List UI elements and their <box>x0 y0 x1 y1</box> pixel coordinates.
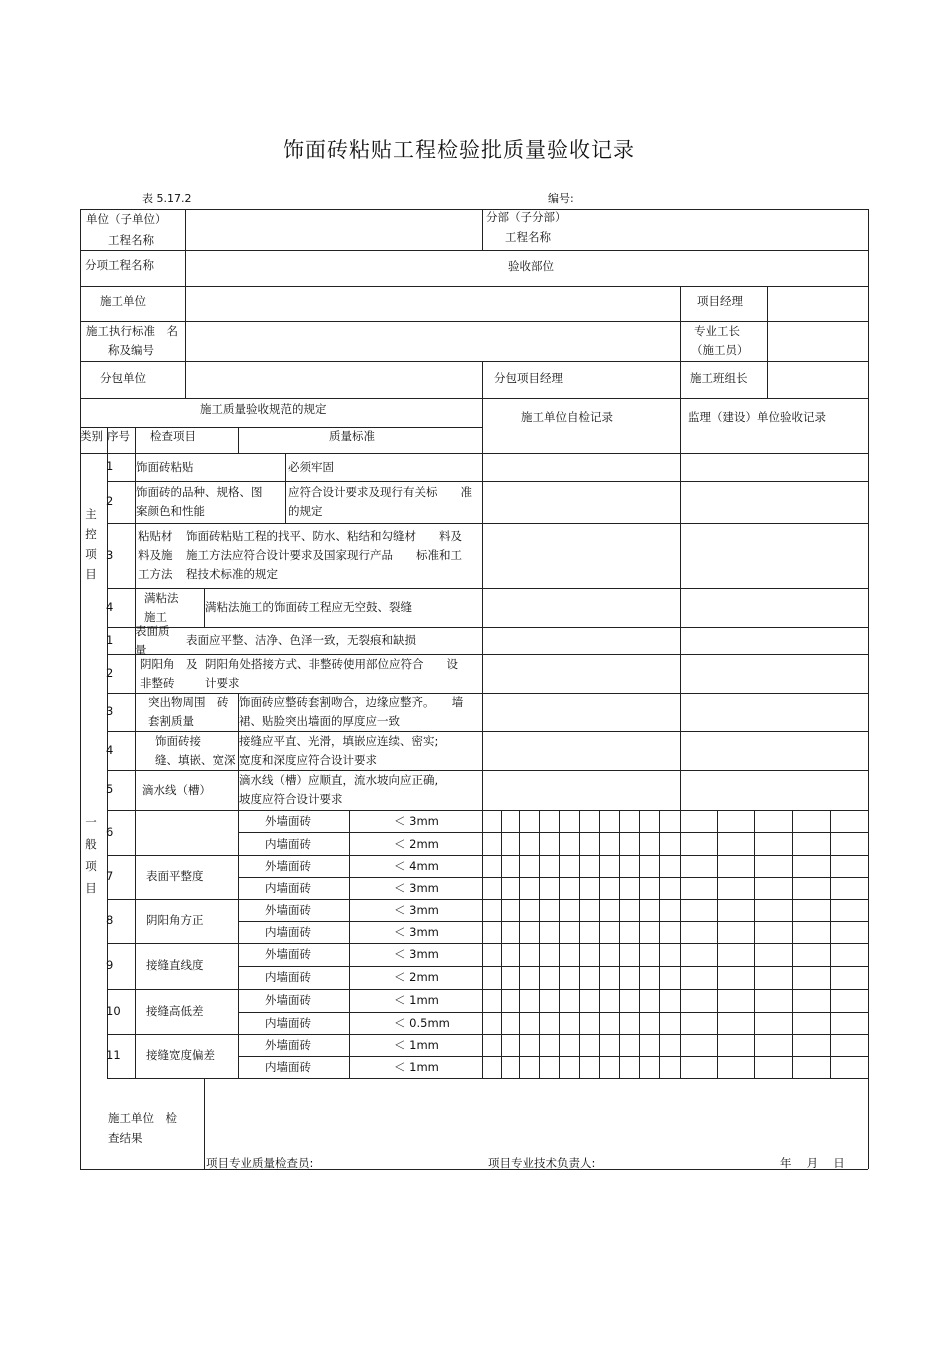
general-item-name: 量 <box>135 642 147 657</box>
main-item-standard: 施工方法应符合设计要求及国家现行产品 标准和工 <box>186 548 462 562</box>
grid-line <box>80 209 868 210</box>
surface-type: 外墙面砖 <box>265 814 311 828</box>
grid-line <box>482 209 483 250</box>
grid-line <box>80 361 868 362</box>
grid-line <box>80 250 868 251</box>
grid-line <box>482 398 483 1078</box>
self-check-column-header: 施工单位自检记录 <box>521 410 613 424</box>
grid-line <box>659 810 660 1078</box>
grid-line <box>80 453 868 454</box>
main-item-standard: 饰面砖粘贴工程的找平、防水、粘结和勾缝材 料及 <box>186 529 462 543</box>
main-item-name: 施工 <box>144 609 167 624</box>
supervision-column-header: 监理（建设）单位验收记录 <box>688 410 826 424</box>
grid-line <box>238 966 868 967</box>
general-item-standard: 滴水线（槽）应顺直，流水坡向应正确, <box>239 773 439 787</box>
main-item-standard: 必须牢固 <box>288 459 334 474</box>
technical-lead-label: 项目专业技术负责人: <box>488 1156 596 1170</box>
grid-line <box>107 588 868 589</box>
grid-line <box>107 481 868 482</box>
grid-line <box>767 286 768 398</box>
subcontractor-label: 分包单位 <box>100 371 146 385</box>
general-item-standard: 饰面砖应整砖套割吻合，边缘应整齐。 墙 <box>239 695 464 709</box>
grid-line <box>238 832 868 833</box>
standard-label: 称及编号 <box>108 343 154 357</box>
surface-type: 内墙面砖 <box>265 925 311 939</box>
general-item-name: 阴阳角 及 <box>140 656 198 671</box>
project-manager-label: 项目经理 <box>697 294 743 308</box>
grid-line <box>482 361 483 398</box>
spec-column-header: 施工质量验收规范的规定 <box>200 402 327 416</box>
category-main-label: 目 <box>85 567 97 581</box>
main-item-no: 3 <box>106 547 114 562</box>
subdivision-label: 工程名称 <box>505 230 551 244</box>
page-title: 饰面砖粘贴工程检验批质量验收记录 <box>283 138 635 162</box>
grid-line <box>80 321 868 322</box>
surface-type: 外墙面砖 <box>265 993 311 1007</box>
sub-pm-label: 分包项目经理 <box>494 371 563 385</box>
surface-type: 外墙面砖 <box>265 947 311 961</box>
category-main-label: 主 <box>85 507 97 521</box>
grid-line <box>559 810 560 1078</box>
table-number: 表 5.17.2 <box>142 192 192 205</box>
tolerance-limit: ＜ 1mm <box>394 1060 439 1074</box>
seq-column-header: 序号 <box>107 429 130 443</box>
deviation-item-no: 9 <box>106 958 114 972</box>
grid-line <box>107 627 868 628</box>
surface-type: 外墙面砖 <box>265 859 311 873</box>
surface-type: 内墙面砖 <box>265 1060 311 1074</box>
grid-line <box>204 1078 205 1169</box>
quality-inspector-label: 项目专业质量检查员: <box>206 1156 314 1170</box>
grid-line <box>539 810 540 1078</box>
grid-line <box>80 1169 868 1170</box>
category-general-label: 般 <box>85 837 97 851</box>
general-item-no: 3 <box>106 704 114 718</box>
main-item-name: 满粘法 <box>144 590 179 605</box>
main-item-name: 工方法 <box>138 567 173 581</box>
acceptance-part-label: 验收部位 <box>508 259 554 273</box>
general-item-standard: 裙、贴脸突出墙面的厚度应一致 <box>239 714 400 728</box>
contractor-label: 施工单位 <box>100 294 146 308</box>
result-label: 查结果 <box>108 1131 143 1145</box>
grid-line <box>107 1078 868 1079</box>
tolerance-limit: ＜ 1mm <box>394 993 439 1007</box>
unit-label: 工程名称 <box>108 233 154 247</box>
category-column-header: 类别 <box>80 429 103 443</box>
general-item-no: 4 <box>106 742 114 757</box>
general-item-name: 非整砖 <box>140 675 175 690</box>
general-item-name: 滴水线（槽） <box>142 782 211 797</box>
standard-label: 施工执行标准 名 <box>86 324 178 338</box>
unit-label: 单位（子单位） <box>86 212 167 226</box>
general-item-name: 突出物周围 砖 <box>148 695 229 709</box>
main-item-no: 1 <box>106 459 114 473</box>
deviation-item-no: 10 <box>106 1003 121 1018</box>
deviation-item-name: 接缝宽度偏差 <box>146 1048 215 1062</box>
tolerance-limit: ＜ 1mm <box>394 1038 439 1052</box>
deviation-item-no: 7 <box>106 869 114 883</box>
grid-line <box>238 1056 868 1057</box>
category-general-label: 项 <box>85 859 97 873</box>
main-item-name: 料及施 <box>138 548 173 562</box>
grid-line <box>107 731 868 732</box>
grid-line <box>238 877 868 878</box>
grid-line <box>107 523 868 524</box>
team-leader-label: 施工班组长 <box>690 371 748 385</box>
general-item-standard: 表面应平整、洁净、色泽一致，无裂痕和缺损 <box>186 633 416 647</box>
surface-type: 外墙面砖 <box>265 1038 311 1052</box>
deviation-item-name: 表面平整度 <box>146 869 204 883</box>
tolerance-limit: ＜ 2mm <box>394 970 439 984</box>
grid-line <box>639 810 640 1078</box>
main-item-standard: 的规定 <box>288 504 323 518</box>
grid-line <box>599 810 600 1078</box>
deviation-item-name: 阴阳角方正 <box>146 913 204 927</box>
date-label: 年 月 日 <box>780 1156 845 1170</box>
grid-line <box>680 398 681 1078</box>
grid-line <box>135 427 136 1078</box>
main-item-name: 粘贴材 <box>138 529 173 543</box>
general-item-name: 套割质量 <box>148 714 194 728</box>
tolerance-limit: ＜ 3mm <box>394 925 439 939</box>
result-label: 施工单位 检 <box>108 1111 177 1125</box>
grid-line <box>349 810 350 1078</box>
grid-line <box>519 810 520 1078</box>
foreman-label: 专业工长 <box>694 324 740 338</box>
category-main-label: 控 <box>85 527 97 541</box>
grid-line <box>501 810 502 1078</box>
item-column-header: 检查项目 <box>150 429 196 443</box>
general-item-no: 2 <box>106 665 114 680</box>
surface-type: 内墙面砖 <box>265 970 311 984</box>
category-general-label: 目 <box>85 881 97 895</box>
grid-line <box>285 453 286 523</box>
grid-line <box>717 810 718 1078</box>
main-item-standard: 满粘法施工的饰面砖工程应无空鼓、裂缝 <box>205 600 412 614</box>
category-general-label: 一 <box>85 815 97 829</box>
grid-line <box>579 810 580 1078</box>
serial-number-label: 编号: <box>548 192 574 205</box>
deviation-item-no: 6 <box>106 824 114 839</box>
general-item-name: 表面质 <box>135 623 170 638</box>
general-item-standard: 接缝应平直、光滑，填嵌应连续、密实; <box>239 733 439 748</box>
general-item-name: 缝、填嵌、宽深 <box>155 752 236 767</box>
grid-line <box>80 427 482 428</box>
grid-line <box>238 921 868 922</box>
grid-line <box>238 427 239 453</box>
main-item-standard: 程技术标准的规定 <box>186 567 278 581</box>
grid-line <box>80 398 868 399</box>
main-item-standard: 应符合设计要求及现行有关标 准 <box>288 485 472 499</box>
grid-line <box>80 286 868 287</box>
general-item-standard: 坡度应符合设计要求 <box>239 792 343 806</box>
deviation-item-name: 接缝直线度 <box>146 958 204 972</box>
main-item-name: 饰面砖的品种、规格、图 <box>136 485 263 499</box>
surface-type: 内墙面砖 <box>265 881 311 895</box>
tolerance-limit: ＜ 3mm <box>394 814 439 828</box>
grid-line <box>238 810 239 1078</box>
tolerance-limit: ＜ 4mm <box>394 859 439 873</box>
general-item-standard: 阴阳角处搭接方式、非整砖使用部位应符合 设 <box>205 656 458 671</box>
main-item-name: 饰面砖粘贴 <box>136 459 194 474</box>
deviation-item-no: 11 <box>106 1048 121 1062</box>
category-main-label: 项 <box>85 547 97 561</box>
tolerance-limit: ＜ 0.5mm <box>394 1015 450 1030</box>
surface-type: 内墙面砖 <box>265 1015 311 1030</box>
tolerance-limit: ＜ 3mm <box>394 903 439 917</box>
grid-line <box>868 209 869 1169</box>
grid-line <box>792 810 793 1078</box>
deviation-item-no: 8 <box>106 913 114 927</box>
foreman-label: （施工员） <box>691 343 749 357</box>
general-item-no: 1 <box>106 632 114 647</box>
grid-line <box>680 286 681 398</box>
sub-item-label: 分项工程名称 <box>85 258 154 272</box>
subdivision-label: 分部（子分部） <box>486 210 567 224</box>
main-item-no: 4 <box>106 599 114 614</box>
tolerance-limit: ＜ 3mm <box>394 947 439 961</box>
tolerance-limit: ＜ 2mm <box>394 836 439 851</box>
grid-line <box>754 810 755 1078</box>
grid-line <box>107 770 868 771</box>
main-item-name: 案颜色和性能 <box>136 504 205 518</box>
grid-line <box>80 209 81 1169</box>
standard-column-header: 质量标准 <box>329 429 375 443</box>
surface-type: 外墙面砖 <box>265 903 311 917</box>
general-item-no: 5 <box>106 782 114 796</box>
tolerance-limit: ＜ 3mm <box>394 881 439 895</box>
general-item-standard: 宽度和深度应符合设计要求 <box>239 752 377 767</box>
grid-line <box>238 1012 868 1013</box>
surface-type: 内墙面砖 <box>265 836 311 851</box>
grid-line <box>619 810 620 1078</box>
grid-line <box>830 810 831 1078</box>
deviation-item-name: 接缝高低差 <box>146 1003 204 1018</box>
main-item-no: 2 <box>106 494 114 508</box>
grid-line <box>185 209 186 398</box>
general-item-standard: 计要求 <box>205 675 240 690</box>
general-item-name: 饰面砖接 <box>155 733 201 748</box>
